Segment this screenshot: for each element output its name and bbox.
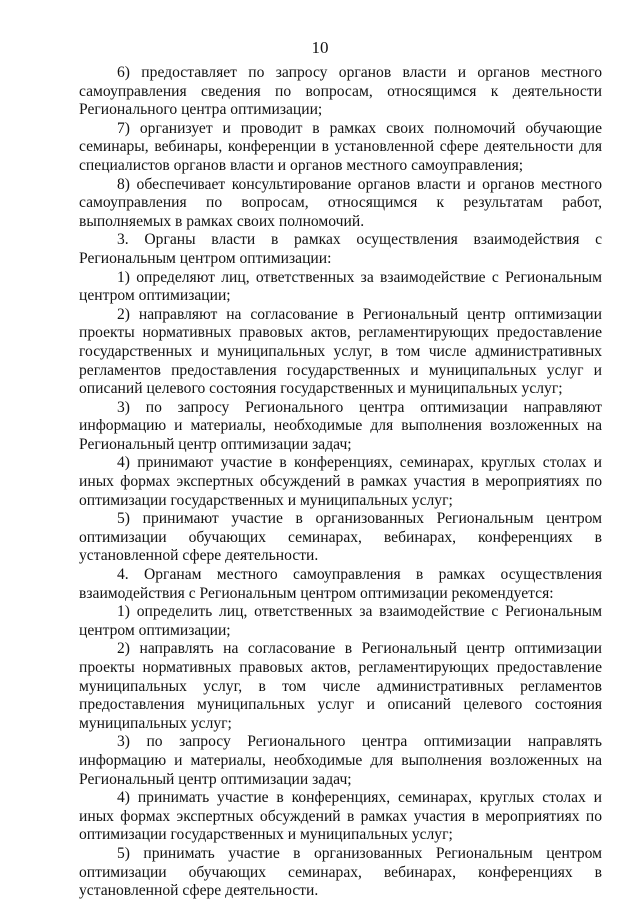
paragraph: 3) по запросу Регионального центра оптимизации направляют информацию и материалы, необходимые для выполнения возложенных на Региональный центр оптимизации задач; <box>79 398 602 453</box>
section-heading-paragraph: 3. Органы власти в рамках осуществления взаимодействия с Региональным центром оптимизации: <box>79 231 602 267</box>
paragraph: 5) принимают участие в организованных Региональным центром оптимизации обучающих семинарах, вебинарах, конференциях в установленной сфере деятельности. <box>79 510 602 565</box>
paragraph: 8) обеспечивает консультирование органов власти и органов местного самоуправления по вопросам, относящимся к результатам работ, выполняемых в рамках своих полномочий. <box>79 175 602 230</box>
paragraph: 2) направляют на согласование в Региональный центр оптимизации проекты нормативных правовых актов, регламентирующих предоставление государственных и муниципальных услуг, в том числе административных регламентов предоставления государственных и муниципальных услуг и описаний целевого состояния государственных и муниципальных услуг; <box>79 305 602 398</box>
paragraph: 4) принимать участие в конференциях, семинарах, круглых столах и иных формах экспертных обсуждений в рамках участия в мероприятиях по оптимизации государственных и муниципальных услуг; <box>79 789 602 844</box>
paragraph: 2) направлять на согласование в Региональный центр оптимизации проекты нормативных правовых актов, регламентирующих предоставление муниципальных услуг, в том числе административных регламентов предоставления муниципальных услуг и описаний целевого состояния муниципальных услуг; <box>79 640 602 732</box>
paragraph: 6) предоставляет по запросу органов власти и органов местного самоуправления сведения по вопросам, относящимся к деятельности Регионального центра оптимизации; <box>79 64 602 119</box>
paragraph: 3) по запросу Регионального центра оптимизации направлять информацию и материалы, необходимые для выполнения возложенных на Региональный центр оптимизации задач; <box>79 733 602 788</box>
paragraph: 4) принимают участие в конференциях, семинарах, круглых столах и иных формах экспертных обсуждений в рамках участия в мероприятиях по оптимизации государственных и муниципальных услуг; <box>79 454 602 509</box>
section-heading-paragraph: 4. Органам местного самоуправления в рамках осуществления взаимодействия с Региональным центром оптимизации рекомендуется: <box>79 566 602 602</box>
document-body <box>79 64 602 901</box>
paragraph: 1) определить лиц, ответственных за взаимодействие с Региональным центром оптимизации; <box>79 603 602 639</box>
page-number: 10 <box>311 38 329 57</box>
paragraph: 7) организует и проводит в рамках своих полномочий обучающие семинары, вебинары, конференции в установленной сфере деятельности для специалистов органов власти и органов местного самоуправления; <box>79 119 602 174</box>
paragraph: 5) принимать участие в организованных Региональным центром оптимизации обучающих семинарах, вебинарах, конференциях в установленной сфере деятельности. <box>79 844 602 900</box>
paragraph: 1) определяют лиц, ответственных за взаимодействие с Региональным центром оптимизации; <box>79 268 602 305</box>
